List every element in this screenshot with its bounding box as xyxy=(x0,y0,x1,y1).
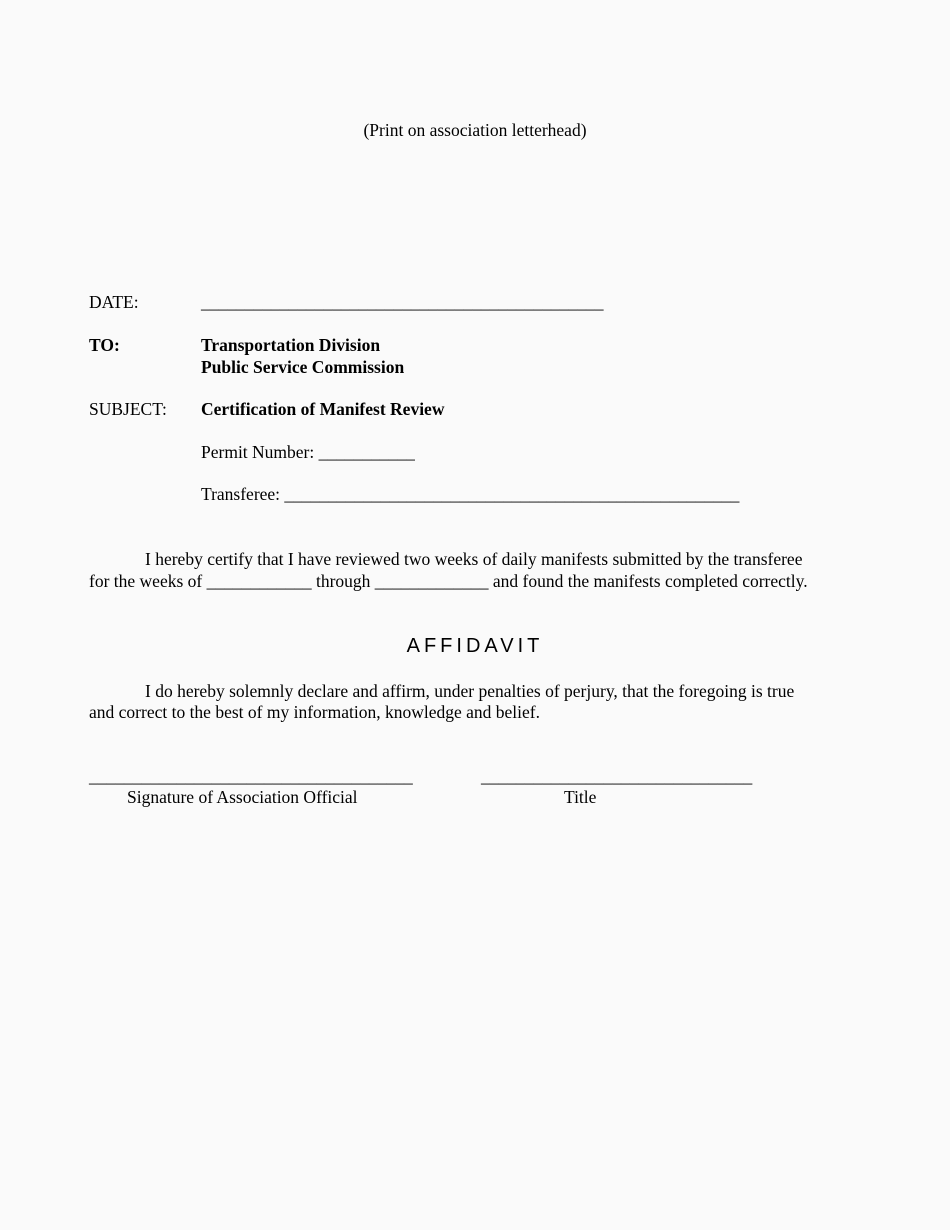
to-label: TO: xyxy=(89,335,120,355)
title-caption: Title xyxy=(564,787,597,807)
certification-line1: I hereby certify that I have reviewed two weeks of daily manifests submitted by the transferee xyxy=(145,549,803,569)
date-label: DATE: xyxy=(89,292,139,312)
affidavit-heading: AFFIDAVIT xyxy=(406,635,544,657)
letterhead-note: (Print on association letterhead) xyxy=(363,120,587,140)
transferee-line: Transferee: ____________________________________________________ xyxy=(201,484,740,504)
certification-line2: for the weeks of ____________ through _____________ and found the manifests completed correctly. xyxy=(89,571,808,591)
title-blank: _______________________________ xyxy=(481,766,753,786)
to-recipient-line1: Transportation Division xyxy=(201,335,381,355)
date-blank: ______________________________________________ xyxy=(201,292,604,312)
subject-label: SUBJECT: xyxy=(89,399,167,419)
affidavit-line1: I do hereby solemnly declare and affirm, under penalties of perjury, that the foregoing is true xyxy=(145,681,795,701)
subject-value: Certification of Manifest Review xyxy=(201,399,445,419)
to-recipient-line2: Public Service Commission xyxy=(201,357,405,377)
signature-blank: _____________________________________ xyxy=(89,766,413,786)
permit-number-line: Permit Number: ___________ xyxy=(201,442,415,462)
affidavit-line2: and correct to the best of my information, knowledge and belief. xyxy=(89,702,540,722)
signature-caption: Signature of Association Official xyxy=(127,787,358,807)
